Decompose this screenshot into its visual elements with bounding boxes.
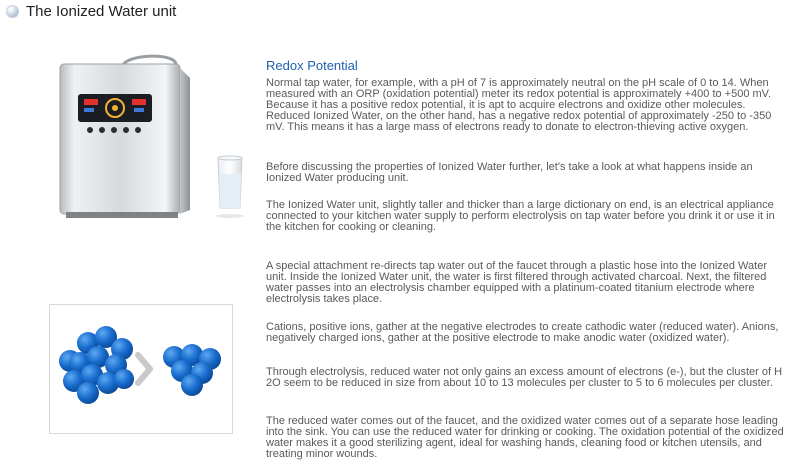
ionizer-image (50, 50, 250, 222)
page-title: The Ionized Water unit (26, 2, 177, 20)
paragraph-unit-description: The Ionized Water unit, slightly taller and thicker than a large dictionary on end, is an electrical appliance connected to your kitchen water supply to perform electrolysis on tap water before you drink it or use it in the kitchen for cooking or cleaning. (266, 199, 775, 233)
paragraph-intro-unit: Before discussing the properties of Ionized Water further, let's take a look at what happens inside an Ionized Water producing unit. (266, 161, 753, 184)
paragraph-ions: Cations, positive ions, gather at the negative electrodes to create cathodic water (reduced water). Anions, negatively charged ions, gather at the positive electrode to make anodic water (oxidized water). (266, 321, 779, 344)
paragraph-redox: Normal tap water, for example, with a pH of 7 is approximately neutral on the pH scale of 0 to 14. When measured with an ORP (oxidation potential) meter its redox potential is approximately +400 to +500 mV. Because it has a positive redox potential, it is apt to acquire electrons and oxidize other molecules. Reduced Ionized Water, on the other hand, has a negative redox potential of approximately -250 to -350 mV. This means it has a large mass of electrons ready to donate to electron-thieving active oxygen. (266, 77, 772, 133)
bullet-icon (6, 5, 19, 18)
section-title: Redox Potential (266, 58, 358, 73)
paragraph-attachment: A special attachment re-directs tap water out of the faucet through a plastic hose into the Ionized Water unit. Inside the Ionized Water unit, the water is first filtered through activated charcoal. Next, the filtered water passes into an electrolysis chamber equipped with a platinum-coated titanium electrode where electrolysis takes place. (266, 260, 767, 305)
molecule-cluster-image (49, 304, 233, 434)
molecule-cluster-illustration (50, 305, 232, 433)
small-cluster (163, 344, 221, 396)
paragraph-electrolysis: Through electrolysis, reduced water not only gains an excess amount of electrons (e-), but the cluster of H 2O seem to be reduced in size from about 10 to 13 molecules per cluster to 5 to 6 molecules per cluster. (266, 366, 783, 389)
page-header (6, 1, 176, 21)
large-cluster (59, 326, 134, 404)
chevron-right-icon (138, 355, 150, 383)
paragraph-reduced-water: The reduced water comes out of the faucet, and the oxidized water comes out of a separate hose leading into the sink. You can use the reduced water for drinking or cooking. The oxidation potential of the oxidized water makes it a good sterilizing agent, ideal for washing hands, cleaning food or kitchen utensils, and treating minor wounds. (266, 415, 784, 460)
ionizer-illustration (50, 50, 250, 222)
content-area (266, 58, 788, 460)
